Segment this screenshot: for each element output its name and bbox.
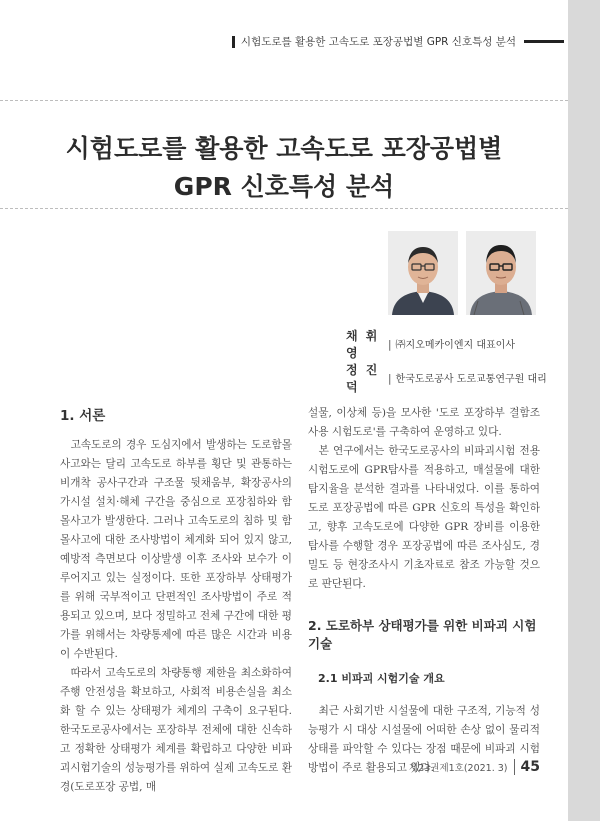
author-name: 채 휘 영 <box>346 329 380 360</box>
left-column <box>60 404 292 797</box>
author-photo-2 <box>466 231 536 315</box>
subsection-heading: 2.1 비파괴 시험기술 개요 <box>318 672 445 685</box>
body-paragraph: 고속도로의 경우 도심지에서 발생하는 도로함몰 사고와는 달리 고속도로 하부를 횡단 및 관통하는 비개착 공사구간과 구조물 뒷채움부, 확장공사의 가시설 설치·해체 구간을 중심으로 포장침하와 함몰사고가 발생한다. 그러나 고속도로의 침하 및 함몰사고에 대한 조사방법이 체계화 되어 있지 않고, 예방적 측면보다 이상발생 이후 조사와 보수가 이루어지고 있는 실정이다. 또한 포장하부 상태평가를 위해 국부적이고 단편적인 조사방법이 주로 적용되고 있으며, 보다 정밀하고 전체 구간에 대한 평가를 위해서는 차량통제에 따른 많은 시간과 비용이 수반된다. <box>60 439 292 660</box>
body-paragraph: 본 연구에서는 한국도로공사의 비파괴시험 전용 시험도로에 GPR탐사를 적용하고, 매설물에 대한 탐지율을 분석한 결과를 나타내었다. 이를 통하여 도로 포장공법에 따른 GPR 신호의 특성을 확인하고, 향후 고속도로에 다양한 GPR 장비를 이용한 탐사를 수행할 경우 포장공법에 따른 조사심도, 경밀도 등 현장조사시 기초자료로 참조 가능할 것으로 판단된다. <box>308 445 540 590</box>
title-line-1: 시험도로를 활용한 고속도로 포장공법별 <box>65 134 503 163</box>
author-separator: | <box>388 372 392 385</box>
top-divider <box>0 100 568 101</box>
author-photo-1 <box>388 231 458 315</box>
article-title <box>0 130 568 206</box>
issue-label: 제23권제1호(2021. 3) <box>409 763 508 774</box>
running-head-tail <box>524 40 564 43</box>
author-name: 정 진 덕 <box>346 363 380 394</box>
page-footer <box>409 759 540 775</box>
author-separator: | <box>388 338 392 351</box>
running-head <box>232 34 564 49</box>
body-paragraph: 설물, 이상체 등)을 모사한 '도로 포장하부 결함조사용 시험도로'를 구축하여 운영하고 있다. <box>308 407 540 438</box>
side-strip <box>568 0 600 821</box>
author-row <box>346 362 547 396</box>
author-list <box>346 328 547 396</box>
page-number: 45 <box>520 759 540 775</box>
right-column <box>308 404 540 778</box>
running-head-text: 시험도로를 활용한 고속도로 포장공법별 GPR 신호특성 분석 <box>240 36 516 48</box>
body-paragraph: 최근 사회기반 시설물에 대한 구조적, 기능적 성능평가 시 대상 시설물에 어떠한 손상 없이 물리적 상태를 파악할 수 있다는 장점 때문에 비파괴 시험방법이 주로 활용되고 있다. <box>308 705 540 774</box>
footer-divider <box>514 759 515 775</box>
running-head-bar <box>232 36 235 48</box>
title-divider <box>0 208 568 209</box>
section-heading-ndt: 2. 도로하부 상태평가를 위한 비파괴 시험기술 <box>308 618 537 651</box>
body-paragraph: 따라서 고속도로의 차량통행 제한을 최소화하여 주행 안전성을 확보하고, 사회적 비용손실을 최소화 할 수 있는 상태평가 체계의 구축이 요구된다. 한국도로공사에서는 포장하부 전체에 대한 신속하고 정확한 상태평가 체계를 확립하고 다양한 비파괴시험기술의 성능평가를 위하여 실제 고속도로 환경(도로포장 공법, 매 <box>60 667 292 793</box>
author-affiliation: ㈜지오메카이엔지 대표이사 <box>395 339 515 351</box>
section-heading-intro: 1. 서론 <box>60 408 106 424</box>
author-row <box>346 328 547 362</box>
title-line-2: GPR 신호특성 분석 <box>173 172 395 201</box>
author-affiliation: 한국도로공사 도로교통연구원 대리 <box>395 373 547 385</box>
